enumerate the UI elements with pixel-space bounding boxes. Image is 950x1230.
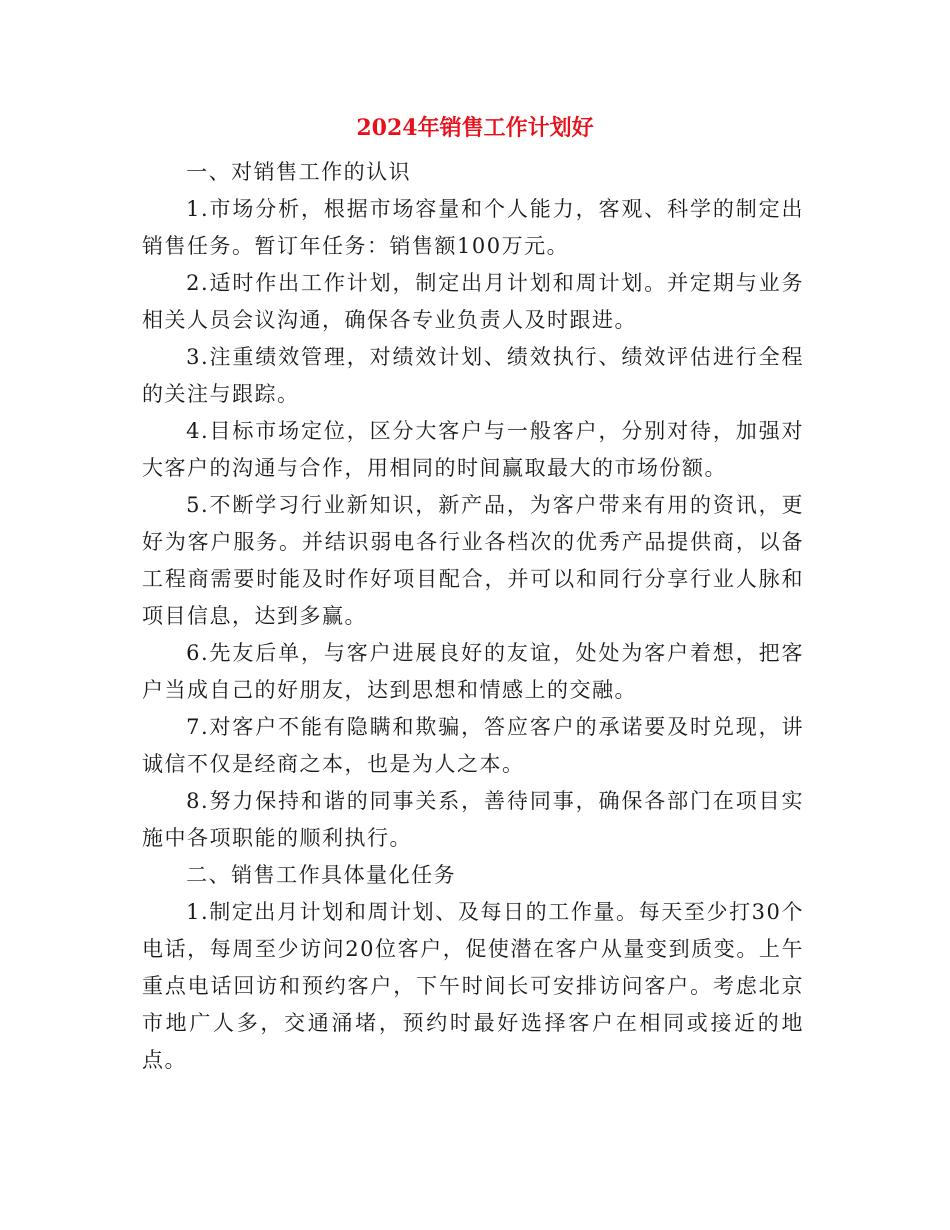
paragraph-1-6: 6.先友后单，与客户进展良好的友谊，处处为客户着想，把客户当成自己的好朋友，达到思想和情感上的交融。 bbox=[142, 641, 804, 702]
paragraph-1-2: 2.适时作出工作计划，制定出月计划和周计划。并定期与业务相关人员会议沟通，确保各专业负责人及时跟进。 bbox=[142, 271, 804, 332]
paragraph-1-3: 3.注重绩效管理，对绩效计划、绩效执行、绩效评估进行全程的关注与跟踪。 bbox=[142, 345, 804, 406]
document-title: 2024年销售工作计划好 bbox=[356, 115, 594, 141]
section-heading-2: 二、销售工作具体量化任务 bbox=[186, 863, 457, 887]
paragraph-1-5: 5.不断学习行业新知识，新产品，为客户带来有用的资讯，更好为客户服务。并结识弱电各行业各档次的优秀产品提供商，以备工程商需要时能及时作好项目配合，并可以和同行分享行业人脉和项目信息，达到多赢。 bbox=[142, 493, 804, 628]
document-body bbox=[142, 154, 804, 1079]
section-heading-1: 一、对销售工作的认识 bbox=[186, 160, 412, 184]
paragraph-1-8: 8.努力保持和谐的同事关系，善待同事，确保各部门在项目实施中各项职能的顺利执行。 bbox=[142, 789, 804, 850]
paragraph-1-7: 7.对客户不能有隐瞒和欺骗，答应客户的承诺要及时兑现，讲诚信不仅是经商之本，也是为人之本。 bbox=[142, 715, 804, 776]
paragraph-1-4: 4.目标市场定位，区分大客户与一般客户，分别对待，加强对大客户的沟通与合作，用相同的时间赢取最大的市场份额。 bbox=[142, 419, 804, 480]
paragraph-2-1: 1.制定出月计划和周计划、及每日的工作量。每天至少打30个电话，每周至少访问20位客户，促使潜在客户从量变到质变。上午重点电话回访和预约客户，下午时间长可安排访问客户。考虑北京市地广人多，交通涌堵，预约时最好选择客户在相同或接近的地点。 bbox=[142, 900, 804, 1072]
paragraph-1-1: 1.市场分析，根据市场容量和个人能力，客观、科学的制定出销售任务。暂订年任务：销售额100万元。 bbox=[142, 197, 804, 258]
